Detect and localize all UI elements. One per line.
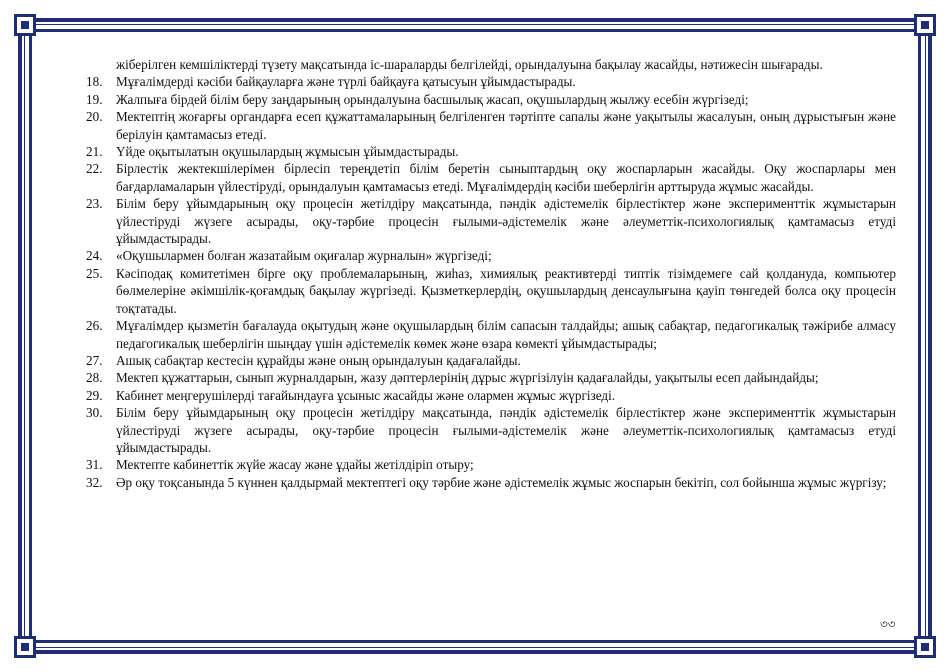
list-item (86, 265, 896, 317)
corner-ornament-top-right (914, 14, 936, 36)
list-item (86, 143, 896, 160)
item-text: Әр оқу тоқсанында 5 күннен қалдырмай мектептегі оқу тәрбие және әдістемелік жұмыс жоспарын бекітіп, сол бойынша жұмыс жүргізу; (116, 474, 887, 490)
item-number: 19. (86, 91, 103, 107)
list-item (86, 404, 896, 456)
list-item (86, 474, 896, 491)
corner-ornament-bottom-right (914, 636, 936, 658)
item-number: 22. (86, 161, 103, 177)
document-body (86, 56, 896, 491)
item-text: Мұғалімдерді кәсіби байқауларға және түрлі байқауға қатысуын ұйымдастырады. (116, 74, 576, 90)
list-item (86, 317, 896, 352)
item-text: Мектептің жоғарғы органдарға есеп құжаттамаларының белгіленген тәртіпте сапалы және уақытылы жасалуын, оның дұрыстығын және берілуін қамтамасыз етеді. (116, 109, 896, 142)
list-item (86, 369, 896, 386)
list-item (86, 160, 896, 195)
item-number: 21. (86, 144, 103, 160)
item-number: 18. (86, 74, 103, 90)
list-item (86, 247, 896, 264)
list-item (86, 352, 896, 369)
item-text: Білім беру ұйымдарының оқу процесін жетілдіру мақсатында, пәндік әдістемелік бірлестіктер және эксперименттік жұмыстарын үйлестіруді жүзеге асырады, оқу-тәрбие процесін ғылыми-әдістемелік және әлеуметтік-психологиялық қамтамасыз етуді ұйымдастырады. (116, 196, 896, 247)
list-item (86, 195, 896, 247)
item-text: Жалпыға бірдей білім беру заңдарының орындалуына басшылық жасап, оқушылардың жылжу есебін жүргізеді; (116, 91, 749, 107)
item-text: Білім беру ұйымдарының оқу процесін жетілдіру мақсатында, пәндік әдістемелік бірлестіктер және эксперименттік жұмыстарын үйлестіруді жүзеге асырады, оқу-тәрбие процесін ғылыми-әдістемелік және әлеуметтік-психологиялық қамтамасыз етуді ұйымдастырады. (116, 405, 896, 455)
item-number: 25. (86, 265, 103, 281)
item-text: Мұғалімдер қызметін бағалауда оқытудың және оқушылардың білім сапасын талдайды; ашық сабақтар, педагогикалық тәжірибе алмасу педагогикалық шеберлігін шыңдау үшін әдістемелік көмек және өзара көмекті ұйымдастырады; (116, 318, 896, 351)
item-number: 24. (86, 248, 103, 264)
page-number: ৩৩ (880, 617, 896, 631)
item-number: 26. (86, 318, 103, 334)
item-text: «Оқушылармен болған жазатайым оқиғалар журналын» жүргізеді; (116, 248, 492, 264)
list-item (86, 73, 896, 90)
intro-paragraph (86, 56, 896, 73)
item-text: Кабинет меңгерушілерді тағайындауға ұсыныс жасайды және олармен жұмыс жүргізеді. (116, 387, 616, 403)
intro-text: жіберілген кемшіліктерді түзету мақсатында іс-шараларды белгілейді, орындалуына бақылау жасайды, нәтижесін шығарады. (116, 57, 823, 72)
item-number: 20. (86, 109, 103, 125)
item-number: 23. (86, 196, 103, 212)
list-item (86, 387, 896, 404)
corner-ornament-bottom-left (14, 636, 36, 658)
item-text: Мектеп құжаттарын, сынып журналдарын, жазу дәптерлерінің дұрыс жүргізілуін қадағалайды, уақытылы есеп дайындайды; (116, 370, 819, 386)
list-item (86, 108, 896, 143)
item-text: Бірлестік жектекшілерімен бірлесіп тереңдетіп білім беретін сыныптардың оқу жоспарларын жасайды. Оқу жоспарлары мен бағдарламаларын үйлестіруді, орындалуын қамтамасыз етеді. Мұғалімдердің кәсіби шеберлігін арттыруда жұмыс жасайды. (116, 161, 896, 194)
item-number: 27. (86, 352, 103, 368)
item-number: 32. (86, 474, 103, 490)
item-number: 28. (86, 370, 103, 386)
list-item (86, 456, 896, 473)
item-text: Кәсіподақ комитетімен бірге оқу проблемаларының, жиһаз, химиялық реактивтерді типтік тізімдемеге сай қолдануда, компьютер бөлмелеріне әкімшілік-қоғамдық бақылау жүргізеді. Қызметкерлердің, оқушылардың денсаулығына қауіп төнгедей болса оқу процесін тоқтатады. (116, 265, 896, 316)
item-number: 31. (86, 457, 103, 473)
item-text: Үйде оқытылатын оқушылардың жұмысын ұйымдастырады. (116, 144, 459, 160)
item-text: Мектепте кабинеттік жүйе жасау және ұдайы жетілдіріп отыру; (116, 457, 474, 473)
item-number: 29. (86, 387, 103, 403)
list-item (86, 91, 896, 108)
item-text: Ашық сабақтар кестесін құрайды және оның орындалуын қадағалайды. (116, 352, 521, 368)
item-number: 30. (86, 405, 103, 421)
corner-ornament-top-left (14, 14, 36, 36)
